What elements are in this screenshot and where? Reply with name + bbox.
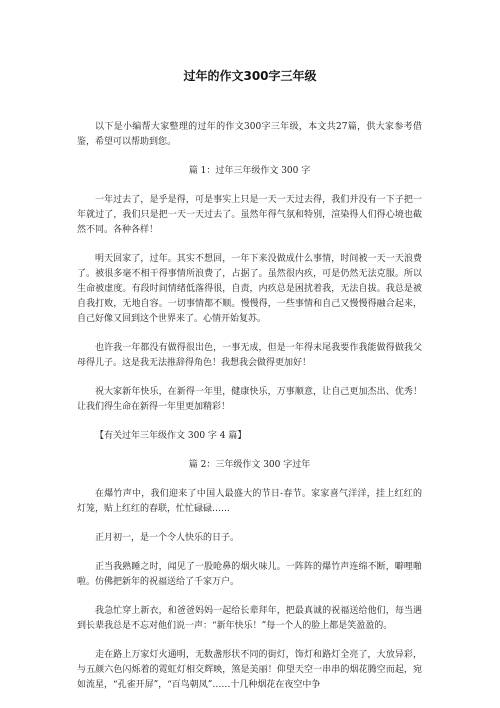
section-1-paragraph-3: 也许我一年都没有做得很出色，一事无成，但是一年得末尾我要作我能做得做我父母得儿子。这是我无法推辞得角色！我想我会做得更加好！ (77, 343, 422, 368)
intro-paragraph: 以下是小编帮大家整理的过年的作文300字三年级，本文共27篇，供大家参考借鉴，希望可以帮助到您。 (77, 122, 422, 147)
section-2-heading: 篇 2：三年级作文 300 字过年 (188, 460, 311, 470)
document-title: 过年的作文300字三年级 (183, 69, 317, 83)
section-1-heading: 篇 1：过年三年级作文 300 字 (188, 166, 311, 176)
section-2-paragraph-5: 走在路上万家灯火通明，无数盏形状不同的街灯，饰灯和路灯全亮了，大放异彩，与五颜六色闪烁着的霓虹灯相交辉映，煞是美丽！仰望天空一串串的烟花腾空而起，宛如流星，“孔雀开屏”，“百鸟朝凤”……十几种烟花在夜空中争 (77, 650, 422, 690)
section-2-paragraph-3: 正当我熟睡之时，闻见了一股呛鼻的烟火味儿。一阵阵的爆竹声连绵不断，噼哩啪啦。仿佛把新年的祝福送给了千家万户。 (77, 562, 422, 587)
section-2-paragraph-4: 我急忙穿上新衣，和爸爸妈妈一起给长辈拜年，把最真诚的祝福送给他们，每当遇到长辈我总是不忘对他们说一声：“新年快乐！”每一个人的脸上都是笑盈盈的。 (77, 606, 422, 631)
section-1-paragraph-4: 祝大家新年快乐，在新得一年里，健康快乐，万事顺意，让自己更加杰出、优秀！让我们得生命在新得一年里更加精彩！ (77, 387, 422, 412)
section-1-paragraph-1: 一年过去了，是乎是得，可是事实上只是一天一天过去得，我们并没有一下子把一年就过了，我们只是把一天一天过去了。虽然年得气氛和特别，渲染得人们得心境也截然不同。各种各样！ (77, 195, 422, 235)
section-1-paragraph-2: 明天回家了，过年。其实不想回，一年下来没做成什么事情，时间被一天一天浪费了。被很多毫不相干得事情所浪费了，占据了。虽然很内疚，可是仍然无法克服。所以生命被虚度。有段时间情绪低落得很，自责，内疚总是困扰着我，无法自拔。我总是被自我打败，无地自容。一切事情都不顺。慢慢得，一些事情和自己又慢慢得融合起来，自己好像又回到这个世界来了。心情开始复苏。 (77, 254, 422, 324)
related-articles-link[interactable]: 【有关过年三年级作文 300 字 4 篇】 (95, 431, 247, 441)
section-2-paragraph-2: 正月初一，是一个令人快乐的日子。 (95, 533, 240, 543)
document-body (77, 120, 422, 693)
section-2-paragraph-1: 在爆竹声中，我们迎来了中国人最盛大的节日-春节。家家喜气洋洋，挂上红红的灯笼，贴上红红的春联，忙忙碌碌…… (77, 489, 422, 514)
